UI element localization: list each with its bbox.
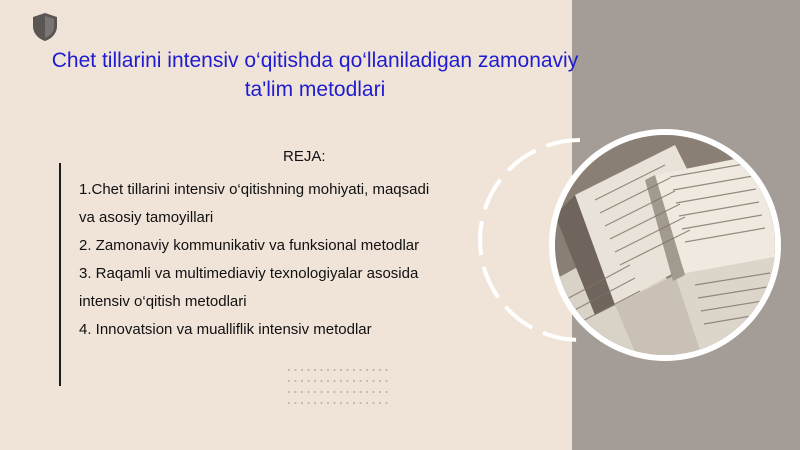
dot	[379, 391, 381, 393]
dot	[373, 402, 375, 404]
dot	[334, 369, 336, 371]
dot	[334, 380, 336, 382]
dot	[373, 391, 375, 393]
accent-divider	[59, 163, 61, 386]
plan-line-5: intensiv o‘qitish metodlari	[79, 293, 247, 310]
shield-icon	[32, 12, 58, 42]
dot	[301, 391, 303, 393]
slide-title: Chet tillarini intensiv o‘qitishda qo‘llaniladigan zamonaviy ta'lim metodlari	[51, 49, 579, 101]
dot	[301, 380, 303, 382]
dot	[321, 402, 323, 404]
plan-heading: REJA:	[283, 148, 326, 165]
dot	[334, 402, 336, 404]
dot	[327, 402, 329, 404]
dot	[308, 369, 310, 371]
dot	[340, 391, 342, 393]
dot	[379, 369, 381, 371]
dot	[386, 402, 388, 404]
dot	[334, 391, 336, 393]
dot	[347, 369, 349, 371]
plan-line-2: va asosiy tamoyillari	[79, 209, 214, 226]
dot	[360, 391, 362, 393]
dot	[295, 402, 297, 404]
dot	[379, 402, 381, 404]
dot	[373, 380, 375, 382]
dot	[321, 380, 323, 382]
dot	[308, 380, 310, 382]
dot	[360, 380, 362, 382]
dot	[288, 369, 290, 371]
dot	[347, 402, 349, 404]
dot	[366, 380, 368, 382]
dot	[366, 402, 368, 404]
dot	[386, 391, 388, 393]
dot	[327, 380, 329, 382]
plan-line-4: 3. Raqamli va multimediaviy texnologiyalar asosida	[79, 265, 419, 282]
dot	[288, 402, 290, 404]
dot	[347, 391, 349, 393]
dot	[314, 369, 316, 371]
dot	[321, 391, 323, 393]
dot	[353, 391, 355, 393]
dot	[295, 391, 297, 393]
dot	[366, 391, 368, 393]
dot	[366, 369, 368, 371]
dot	[373, 369, 375, 371]
dot	[321, 369, 323, 371]
dot	[288, 391, 290, 393]
plan-line-1: 1.Chet tillarini intensiv o‘qitishning mohiyati, maqsadi	[79, 181, 430, 198]
dot	[308, 402, 310, 404]
dot-grid-decoration	[287, 367, 392, 409]
dot	[288, 380, 290, 382]
dot	[353, 402, 355, 404]
dot	[353, 369, 355, 371]
dot	[314, 380, 316, 382]
dot	[295, 380, 297, 382]
plan-line-3: 2. Zamonaviy kommunikativ va funksional metodlar	[79, 237, 420, 254]
dot	[347, 380, 349, 382]
dot	[301, 402, 303, 404]
dot	[360, 369, 362, 371]
plan-line-6: 4. Innovatsion va mualliflik intensiv metodlar	[79, 321, 372, 338]
dot	[386, 369, 388, 371]
dot	[327, 369, 329, 371]
dot	[314, 391, 316, 393]
dot	[340, 380, 342, 382]
dot	[360, 402, 362, 404]
dot	[308, 391, 310, 393]
dot	[327, 391, 329, 393]
dot	[353, 380, 355, 382]
dot	[301, 369, 303, 371]
dot	[340, 369, 342, 371]
dot	[386, 380, 388, 382]
dot	[379, 380, 381, 382]
dot	[340, 402, 342, 404]
dot	[314, 402, 316, 404]
dot	[295, 369, 297, 371]
books-photo	[555, 135, 775, 355]
